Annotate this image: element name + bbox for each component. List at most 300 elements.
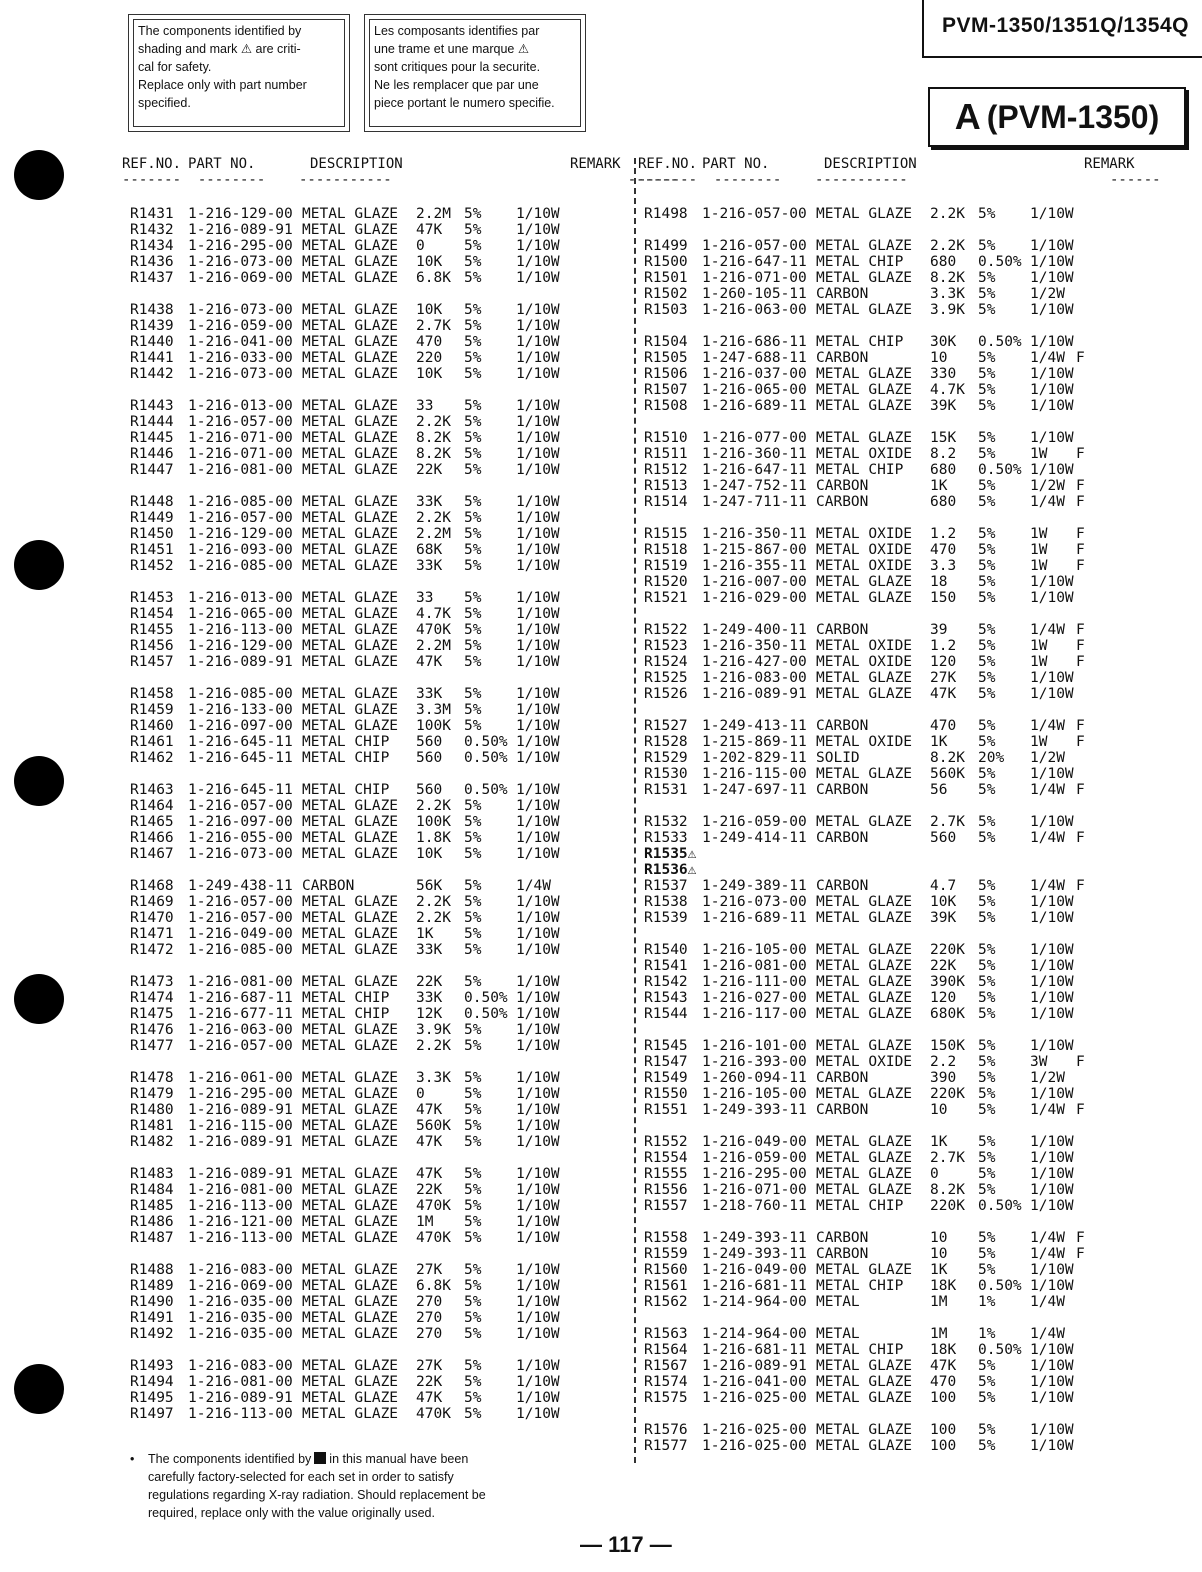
tolerance: 5%: [464, 1038, 482, 1054]
tolerance: 5%: [464, 206, 482, 222]
value: 33K: [416, 494, 443, 510]
description: METAL GLAZE: [302, 1134, 399, 1150]
value: 39: [930, 622, 948, 638]
part-no: 1-202-829-11: [702, 750, 807, 766]
description: CARBON: [816, 830, 869, 846]
ref-no: R1479: [130, 1086, 174, 1102]
tolerance: 5%: [978, 942, 996, 958]
description: METAL GLAZE: [302, 206, 399, 222]
value: 1.2: [930, 526, 957, 542]
rating: 1/10W: [516, 238, 560, 254]
value: 2.2K: [930, 238, 965, 254]
ref-no: R1449: [130, 510, 174, 526]
description: METAL GLAZE: [302, 318, 399, 334]
rating: 1/10W: [1030, 974, 1074, 990]
rating: 1/10W: [516, 942, 560, 958]
notice-line: specified.: [138, 96, 191, 110]
rating: 1/10W: [1030, 1198, 1074, 1214]
value: 680: [930, 254, 957, 270]
description: METAL GLAZE: [816, 1438, 913, 1454]
ref-no: R1493: [130, 1358, 174, 1374]
notice-line: Ne les remplacer que par une: [374, 78, 539, 92]
tolerance: 5%: [464, 1406, 482, 1422]
rating: 1/10W: [1030, 686, 1074, 702]
part-no: 1-247-711-11: [702, 494, 807, 510]
binder-hole: [14, 150, 64, 200]
value: 10K: [416, 846, 443, 862]
ref-no: R1561: [644, 1278, 688, 1294]
value: 100: [930, 1438, 957, 1454]
part-no: 1-216-089-91: [188, 1102, 293, 1118]
model-title: PVM-1350/1351Q/1354Q: [942, 14, 1189, 37]
tolerance: 5%: [978, 1374, 996, 1390]
value: 470K: [416, 1406, 451, 1422]
description: METAL GLAZE: [302, 222, 399, 238]
ref-no: R1504: [644, 334, 688, 350]
description: METAL GLAZE: [816, 942, 913, 958]
value: 560: [416, 782, 443, 798]
description: METAL GLAZE: [816, 590, 913, 606]
description: METAL: [816, 1294, 860, 1310]
description: METAL GLAZE: [302, 846, 399, 862]
rating: 1/10W: [516, 750, 560, 766]
rating: 1/10W: [516, 894, 560, 910]
part-no: 1-216-073-00: [188, 254, 293, 270]
value: 390: [930, 1070, 957, 1086]
part-no: 1-216-029-00: [702, 590, 807, 606]
tolerance: 5%: [464, 302, 482, 318]
description: METAL OXIDE: [816, 558, 913, 574]
description: METAL GLAZE: [302, 1374, 399, 1390]
rating: 1/2W: [1030, 286, 1065, 302]
ref-no: R1499: [644, 238, 688, 254]
ref-no: R1494: [130, 1374, 174, 1390]
part-no: 1-216-073-00: [702, 894, 807, 910]
value: 2.7K: [416, 318, 451, 334]
ref-no: R1550: [644, 1086, 688, 1102]
rating: 1/10W: [516, 542, 560, 558]
ref-no: R1476: [130, 1022, 174, 1038]
part-no: 1-216-057-00: [702, 238, 807, 254]
tolerance: 5%: [464, 1390, 482, 1406]
part-no: 1-249-414-11: [702, 830, 807, 846]
part-no: 1-216-647-11: [702, 254, 807, 270]
rating: 1/10W: [516, 1006, 560, 1022]
ref-no: R1483: [130, 1166, 174, 1182]
ref-no: R1491: [130, 1310, 174, 1326]
rating: 1/10W: [1030, 1182, 1074, 1198]
value: 150: [930, 590, 957, 606]
value: 68K: [416, 542, 443, 558]
description: METAL OXIDE: [816, 654, 913, 670]
remark: F: [1076, 350, 1085, 366]
part-no: 1-216-035-00: [188, 1294, 293, 1310]
tolerance: 0.50%: [978, 254, 1022, 270]
description: METAL GLAZE: [302, 1390, 399, 1406]
value: 30K: [930, 334, 957, 350]
value: 47K: [416, 1166, 443, 1182]
description: METAL GLAZE: [816, 1358, 913, 1374]
value: 1M: [416, 1214, 434, 1230]
description: METAL GLAZE: [302, 254, 399, 270]
part-no: 1-216-033-00: [188, 350, 293, 366]
part-no: 1-216-089-91: [188, 222, 293, 238]
ref-no: R1432: [130, 222, 174, 238]
tolerance: 5%: [978, 1438, 996, 1454]
note-bullet: •: [130, 1452, 135, 1466]
description: METAL GLAZE: [302, 542, 399, 558]
tolerance: 5%: [464, 526, 482, 542]
rating: 1/10W: [516, 990, 560, 1006]
ref-no: R1456: [130, 638, 174, 654]
tolerance: 5%: [978, 590, 996, 606]
rating: 1/10W: [1030, 238, 1074, 254]
value: 18K: [930, 1278, 957, 1294]
tolerance: 5%: [978, 734, 996, 750]
note-text-end: in this manual have been carefully factory-selected for each set in order to satisfy regulations regarding X-ray radiation. Should replacement be required, replace only with the value originally used.: [148, 1452, 486, 1520]
part-no: 1-216-025-00: [702, 1422, 807, 1438]
description: METAL CHIP: [302, 734, 390, 750]
ref-no: R1535⚠: [644, 846, 697, 862]
value: 680: [930, 494, 957, 510]
description: METAL GLAZE: [302, 494, 399, 510]
notice-line: shading and mark ⚠ are criti-: [138, 42, 301, 56]
value: 100: [930, 1422, 957, 1438]
description: METAL OXIDE: [816, 526, 913, 542]
ref-no: R1525: [644, 670, 688, 686]
value: 2.2M: [416, 526, 451, 542]
ref-no: R1472: [130, 942, 174, 958]
header-underline: ------- -------- ----------- ------: [638, 172, 1161, 188]
part-no: 1-216-115-00: [702, 766, 807, 782]
notice-line: Les composants identifies par: [374, 24, 540, 38]
part-no: 1-216-057-00: [188, 798, 293, 814]
part-no: 1-216-055-00: [188, 830, 293, 846]
part-no: 1-247-688-11: [702, 350, 807, 366]
description: METAL CHIP: [302, 1006, 390, 1022]
ref-no: R1461: [130, 734, 174, 750]
description: METAL GLAZE: [302, 638, 399, 654]
description: METAL CHIP: [302, 990, 390, 1006]
rating: 1W: [1030, 638, 1048, 654]
ref-no: R1526: [644, 686, 688, 702]
description: METAL GLAZE: [302, 1326, 399, 1342]
description: METAL CHIP: [816, 254, 904, 270]
tolerance: 5%: [978, 270, 996, 286]
description: METAL GLAZE: [302, 1214, 399, 1230]
description: METAL GLAZE: [302, 1166, 399, 1182]
header-desc: DESCRIPTION: [824, 156, 917, 172]
section-model: (PVM-1350): [986, 98, 1160, 135]
rating: 1/4W: [1030, 1294, 1065, 1310]
rating: 1/10W: [516, 254, 560, 270]
description: METAL GLAZE: [302, 702, 399, 718]
description: CARBON: [816, 286, 869, 302]
value: 10K: [416, 254, 443, 270]
value: 2.2K: [416, 894, 451, 910]
description: METAL GLAZE: [302, 270, 399, 286]
rating: 1/10W: [516, 702, 560, 718]
remark: F: [1076, 1102, 1085, 1118]
tolerance: 5%: [464, 494, 482, 510]
value: 10: [930, 1246, 948, 1262]
value: 18: [930, 574, 948, 590]
tolerance: 5%: [978, 366, 996, 382]
value: 3.9K: [930, 302, 965, 318]
rating: 1/10W: [1030, 1358, 1074, 1374]
tolerance: 5%: [978, 686, 996, 702]
part-no: 1-216-689-11: [702, 398, 807, 414]
rating: 1/4W: [1030, 878, 1065, 894]
rating: 1/10W: [1030, 206, 1074, 222]
description: METAL GLAZE: [816, 238, 913, 254]
part-no: 1-247-697-11: [702, 782, 807, 798]
description: METAL OXIDE: [816, 1054, 913, 1070]
ref-no: R1437: [130, 270, 174, 286]
tolerance: 5%: [464, 1358, 482, 1374]
description: METAL GLAZE: [302, 654, 399, 670]
tolerance: 5%: [978, 1150, 996, 1166]
ref-no: R1451: [130, 542, 174, 558]
tolerance: 5%: [978, 638, 996, 654]
ref-no: R1444: [130, 414, 174, 430]
part-no: 1-216-083-00: [188, 1262, 293, 1278]
rating: 1/10W: [1030, 814, 1074, 830]
ref-no: R1556: [644, 1182, 688, 1198]
description: METAL GLAZE: [816, 910, 913, 926]
part-no: 1-216-129-00: [188, 638, 293, 654]
rating: 1/10W: [1030, 1134, 1074, 1150]
rating: 1/10W: [1030, 590, 1074, 606]
description: METAL GLAZE: [302, 446, 399, 462]
rating: 1/10W: [516, 1102, 560, 1118]
value: 470: [930, 1374, 957, 1390]
tolerance: 5%: [978, 542, 996, 558]
part-no: 1-216-295-00: [702, 1166, 807, 1182]
value: 560K: [930, 766, 965, 782]
tolerance: 20%: [978, 750, 1005, 766]
rating: 1/10W: [1030, 894, 1074, 910]
rating: 1/2W: [1030, 750, 1065, 766]
page-number: — 117 —: [580, 1532, 672, 1557]
part-no: 1-216-355-11: [702, 558, 807, 574]
description: METAL GLAZE: [302, 238, 399, 254]
rating: 1W: [1030, 446, 1048, 462]
tolerance: 5%: [464, 1230, 482, 1246]
rating: 1/10W: [1030, 910, 1074, 926]
part-no: 1-216-083-00: [188, 1358, 293, 1374]
description: METAL GLAZE: [302, 1358, 399, 1374]
ref-no: R1498: [644, 206, 688, 222]
description: METAL GLAZE: [816, 302, 913, 318]
description: METAL OXIDE: [816, 638, 913, 654]
rating: 1/10W: [1030, 1262, 1074, 1278]
rating: 1/10W: [516, 1118, 560, 1134]
tolerance: 5%: [464, 1118, 482, 1134]
description: METAL GLAZE: [302, 590, 399, 606]
section-letter: A: [954, 96, 981, 137]
part-no: 1-216-121-00: [188, 1214, 293, 1230]
xray-note: [130, 1450, 490, 1522]
rating: 1/10W: [1030, 398, 1074, 414]
part-no: 1-249-393-11: [702, 1230, 807, 1246]
tolerance: 5%: [978, 286, 996, 302]
ref-no: R1530: [644, 766, 688, 782]
rating: 1/2W: [1030, 478, 1065, 494]
ref-no: R1500: [644, 254, 688, 270]
rating: 1/10W: [1030, 462, 1074, 478]
part-no: 1-216-049-00: [188, 926, 293, 942]
rating: 1/10W: [516, 1310, 560, 1326]
value: 1K: [930, 734, 948, 750]
ref-no: R1454: [130, 606, 174, 622]
value: 560: [930, 830, 957, 846]
value: 2.2K: [416, 510, 451, 526]
value: 47K: [416, 1102, 443, 1118]
rating: 1/10W: [1030, 990, 1074, 1006]
rating: 1/10W: [1030, 1086, 1074, 1102]
value: 0: [416, 238, 425, 254]
part-no: 1-249-393-11: [702, 1246, 807, 1262]
rating: 1/10W: [516, 1070, 560, 1086]
description: METAL CHIP: [816, 334, 904, 350]
description: METAL GLAZE: [302, 350, 399, 366]
tolerance: 5%: [464, 1214, 482, 1230]
ref-no: R1488: [130, 1262, 174, 1278]
ref-no: R1567: [644, 1358, 688, 1374]
tolerance: 0.50%: [464, 990, 508, 1006]
description: METAL GLAZE: [302, 1118, 399, 1134]
part-no: 1-216-105-00: [702, 1086, 807, 1102]
part-no: 1-216-295-00: [188, 238, 293, 254]
description: METAL GLAZE: [302, 558, 399, 574]
rating: 1/10W: [516, 846, 560, 862]
value: 270: [416, 1326, 443, 1342]
ref-no: R1524: [644, 654, 688, 670]
value: 2.2K: [416, 910, 451, 926]
part-no: 1-249-389-11: [702, 878, 807, 894]
tolerance: 5%: [464, 462, 482, 478]
ref-no: R1549: [644, 1070, 688, 1086]
ref-no: R1463: [130, 782, 174, 798]
part-no: 1-216-360-11: [702, 446, 807, 462]
ref-no: R1575: [644, 1390, 688, 1406]
remark: F: [1076, 654, 1085, 670]
value: 22K: [416, 462, 443, 478]
rating: 1W: [1030, 734, 1048, 750]
value: 1K: [416, 926, 434, 942]
part-no: 1-216-059-00: [702, 814, 807, 830]
part-no: 1-216-681-11: [702, 1278, 807, 1294]
part-no: 1-216-069-00: [188, 1278, 293, 1294]
tolerance: 5%: [978, 894, 996, 910]
tolerance: 5%: [978, 670, 996, 686]
part-no: 1-216-427-00: [702, 654, 807, 670]
rating: 1/10W: [516, 638, 560, 654]
value: 12K: [416, 1006, 443, 1022]
value: 33K: [416, 990, 443, 1006]
description: METAL GLAZE: [302, 974, 399, 990]
rating: 1/10W: [1030, 1038, 1074, 1054]
remark: F: [1076, 622, 1085, 638]
tolerance: 5%: [978, 206, 996, 222]
part-no: 1-216-057-00: [188, 894, 293, 910]
description: METAL GLAZE: [816, 1374, 913, 1390]
value: 120: [930, 990, 957, 1006]
part-no: 1-216-027-00: [702, 990, 807, 1006]
tolerance: 5%: [464, 1166, 482, 1182]
part-no: 1-249-400-11: [702, 622, 807, 638]
remark: F: [1076, 734, 1085, 750]
rating: 1/10W: [516, 526, 560, 542]
value: 27K: [416, 1358, 443, 1374]
value: 8.2K: [930, 750, 965, 766]
part-no: 1-216-681-11: [702, 1342, 807, 1358]
value: 560: [416, 750, 443, 766]
ref-no: R1482: [130, 1134, 174, 1150]
description: METAL GLAZE: [302, 1086, 399, 1102]
value: 1M: [930, 1326, 948, 1342]
rating: 1/10W: [1030, 1342, 1074, 1358]
description: METAL GLAZE: [816, 1390, 913, 1406]
ref-no: R1538: [644, 894, 688, 910]
ref-no: R1539: [644, 910, 688, 926]
rating: 1/10W: [1030, 366, 1074, 382]
tolerance: 5%: [464, 622, 482, 638]
tolerance: 5%: [978, 1246, 996, 1262]
tolerance: 5%: [978, 558, 996, 574]
tolerance: 5%: [464, 222, 482, 238]
value: 560K: [416, 1118, 451, 1134]
part-no: 1-247-752-11: [702, 478, 807, 494]
column-separator: [634, 158, 636, 1463]
value: 47K: [930, 1358, 957, 1374]
description: METAL GLAZE: [816, 766, 913, 782]
description: METAL GLAZE: [816, 430, 913, 446]
ref-no: R1576: [644, 1422, 688, 1438]
description: METAL: [816, 1326, 860, 1342]
ref-no: R1523: [644, 638, 688, 654]
safety-notice-fr: [364, 14, 586, 132]
rating: 1/10W: [516, 718, 560, 734]
description: METAL GLAZE: [302, 334, 399, 350]
xray-mark-icon: [314, 1452, 326, 1464]
tolerance: 5%: [464, 910, 482, 926]
tolerance: 5%: [464, 1374, 482, 1390]
description: METAL GLAZE: [302, 686, 399, 702]
header-ref: REF.NO.: [122, 156, 182, 172]
value: 6.8K: [416, 1278, 451, 1294]
ref-no: R1506: [644, 366, 688, 382]
ref-no: R1559: [644, 1246, 688, 1262]
tolerance: 5%: [464, 814, 482, 830]
description: CARBON: [816, 350, 869, 366]
rating: 1/10W: [516, 414, 560, 430]
ref-no: R1490: [130, 1294, 174, 1310]
rating: 1/10W: [516, 926, 560, 942]
tolerance: 5%: [978, 878, 996, 894]
tolerance: 5%: [464, 350, 482, 366]
tolerance: 5%: [464, 1086, 482, 1102]
value: 27K: [416, 1262, 443, 1278]
binder-hole: [14, 540, 64, 590]
ref-no: R1442: [130, 366, 174, 382]
part-no: 1-216-350-11: [702, 638, 807, 654]
part-no: 1-216-097-00: [188, 718, 293, 734]
ref-no: R1434: [130, 238, 174, 254]
section-label: [928, 87, 1186, 147]
rating: 1/4W: [1030, 1230, 1065, 1246]
